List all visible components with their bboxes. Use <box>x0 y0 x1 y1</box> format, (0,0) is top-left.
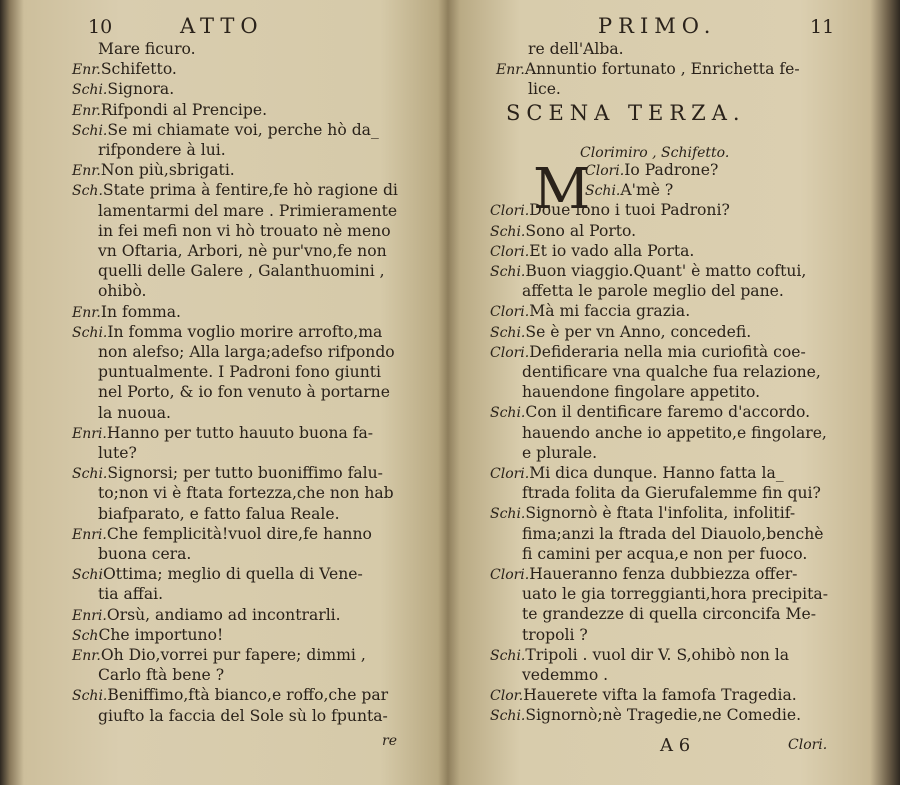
speaker-label: Enr. <box>496 62 525 78</box>
text-line <box>72 161 235 180</box>
line-text: State prima à fentire,fe hò ragione di <box>102 181 398 200</box>
left-page-number: 10 <box>88 16 113 38</box>
speaker-label: Clori. <box>490 466 530 482</box>
line-text: lice. <box>528 80 561 98</box>
speaker-label: Schi. <box>490 264 526 280</box>
text-line <box>98 484 394 502</box>
text-line <box>496 60 800 79</box>
speaker-label: Enr. <box>72 648 101 664</box>
line-text: Hauerete vifta la famofa Tragedia. <box>523 686 797 705</box>
line-text: Hanno per tutto hauuto buona fa- <box>106 423 374 442</box>
left-running-head: ATTO <box>180 14 264 38</box>
speaker-label: Sch. <box>72 183 103 200</box>
text-line <box>528 40 624 58</box>
speaker-label: Schi. <box>490 223 526 240</box>
speaker-label: Schi. <box>585 183 621 200</box>
text-line <box>72 101 267 120</box>
text-line <box>522 484 821 502</box>
text-line <box>490 302 690 321</box>
right-page-number: 11 <box>810 16 835 38</box>
line-text: Con il dentificare faremo d'accordo. <box>525 403 811 422</box>
line-text: Defideraria nella mia curiofità coe- <box>529 342 806 361</box>
text-line <box>98 282 146 300</box>
line-text: In fomma voglio morire arrofto,ma <box>107 322 383 341</box>
line-text: Che femplicità!vuol dire,fe hanno <box>106 524 372 543</box>
speaker-label: Schi. <box>490 708 526 725</box>
speaker-label: Clori. <box>585 163 625 179</box>
scene-title: SCENA TERZA. <box>506 101 746 125</box>
text-line <box>72 80 174 99</box>
speaker-label: Schi. <box>490 647 526 664</box>
line-text: tropoli ? <box>522 625 588 644</box>
speaker-label: Enri. <box>72 607 107 624</box>
line-text: Haueranno fenza dubbiezza offer- <box>529 565 798 583</box>
text-line <box>72 60 177 79</box>
text-line <box>72 464 383 483</box>
line-text: biafparato, e fatto falua Reale. <box>98 504 340 523</box>
text-line <box>98 585 163 603</box>
right-catchword: Clori. <box>788 737 828 753</box>
text-line <box>522 666 608 684</box>
line-text: Mi dica dunque. Hanno fatta la_ <box>529 464 784 482</box>
speaker-label: Clori. <box>490 344 530 361</box>
line-text: dentificare vna qualche fua relazione, <box>522 363 821 381</box>
text-line <box>490 262 806 281</box>
text-line <box>490 504 795 523</box>
speaker-label: Schi. <box>72 122 108 139</box>
line-text: puntualmente. I Padroni fono giunti <box>98 363 382 382</box>
speaker-label: Schi. <box>490 506 526 523</box>
line-text: nel Porto, & io fon venuto à portarne <box>98 383 390 402</box>
text-line <box>72 121 379 140</box>
line-text: Mare ficuro. <box>98 40 196 58</box>
text-line <box>98 40 196 58</box>
text-line <box>72 565 363 584</box>
speaker-label: Schi. <box>490 324 526 341</box>
text-line <box>522 605 816 623</box>
line-text: fima;anzi la ftrada del Diauolo,benchè <box>522 524 824 543</box>
text-line <box>98 444 137 462</box>
speaker-label: Schi. <box>72 466 108 483</box>
text-line <box>490 222 636 241</box>
line-text: la nuoua. <box>98 403 172 422</box>
speaker-label: Schi. <box>72 82 108 99</box>
speaker-label: Clori. <box>490 567 530 583</box>
line-text: lamentarmi del mare . Primieramente <box>98 201 398 220</box>
text-line <box>490 686 797 705</box>
speaker-label: Clori. <box>490 304 530 321</box>
line-text: re dell'Alba. <box>528 40 624 58</box>
text-line <box>522 525 823 543</box>
line-text: Buon viaggio.Quant' è matto coftui, <box>525 262 807 280</box>
text-line <box>98 545 191 563</box>
text-line <box>522 282 784 300</box>
text-line <box>490 565 797 584</box>
text-line <box>490 464 784 483</box>
line-text: Ottima; meglio di quella di Vene- <box>102 565 363 584</box>
text-line <box>585 161 718 180</box>
line-text: tia affai. <box>98 585 164 604</box>
line-text: quelli delle Galere , Galanthuomini , <box>98 262 385 281</box>
line-text: uato le gia torreggianti,hora precipita- <box>522 585 828 604</box>
text-line <box>490 242 694 261</box>
line-text: Tripoli . vuol dir V. S,ohibò non la <box>525 645 790 664</box>
text-line <box>98 343 395 361</box>
text-line <box>72 626 223 645</box>
line-text: Orsù, andiamo ad incontrarli. <box>106 605 341 624</box>
speaker-label: Enr. <box>72 163 101 180</box>
line-text: Sono al Porto. <box>525 221 637 240</box>
line-text: Mà mi faccia grazia. <box>529 302 691 321</box>
line-text: hauendone fingolare appetito. <box>522 383 761 402</box>
line-text: Non più,sbrigati. <box>100 161 235 180</box>
line-text: Signora. <box>107 80 175 99</box>
line-text: Doue fono i tuoi Padroni? <box>529 201 730 220</box>
line-text: giufto la faccia del Sole sù lo fpunta- <box>98 706 388 725</box>
line-text: ftrada folita da Gierufalemme fin qui? <box>522 484 821 503</box>
line-text: Carlo ftà bene ? <box>98 666 225 685</box>
text-line <box>490 323 751 342</box>
text-line <box>98 383 390 401</box>
line-text: hauendo anche io appetito,e fingolare, <box>522 423 827 442</box>
text-line <box>72 525 372 544</box>
text-line <box>490 343 806 362</box>
line-text: Signornò è ftata l'infolita, infolitif- <box>525 504 796 523</box>
signature-mark: A 6 <box>660 735 691 756</box>
speaker-label: Schi. <box>72 324 108 341</box>
line-text: In fomma. <box>100 302 181 321</box>
text-line <box>98 222 391 240</box>
line-text: Beniffimo,ftà bianco,e roffo,che par <box>107 686 389 705</box>
line-text: lute? <box>98 444 137 462</box>
speaker-label: Clori. <box>490 203 530 220</box>
text-line <box>528 80 561 98</box>
text-line <box>98 262 385 280</box>
text-line <box>490 201 730 220</box>
line-text: in fei mefi non vi hò trouato nè meno <box>98 221 391 240</box>
text-line <box>98 202 397 220</box>
right-running-head: PRIMO. <box>598 14 717 38</box>
line-text: buona cera. <box>98 545 192 563</box>
text-line <box>98 505 340 523</box>
drop-cap: M <box>533 157 591 222</box>
text-line <box>522 545 807 563</box>
speaker-label: Enri. <box>72 425 107 442</box>
speaker-label: Schi <box>72 567 103 584</box>
line-text: Annuntio fortunato , Enrichetta fe- <box>524 60 800 78</box>
text-line <box>522 424 827 442</box>
line-text: Oh Dio,vorrei pur fapere; dimmi , <box>100 646 366 664</box>
text-line <box>72 686 388 705</box>
text-line <box>522 383 760 401</box>
line-text: Et io vado alla Porta. <box>529 241 695 260</box>
speaker-label: Enr. <box>72 62 101 79</box>
text-line <box>490 706 801 725</box>
line-text: rifpondere à lui. <box>98 141 226 159</box>
line-text: Se mi chiamate voi, perche hò da_ <box>107 120 379 139</box>
text-line <box>490 403 810 422</box>
text-line <box>72 303 181 322</box>
text-line <box>72 424 373 443</box>
speaker-label: Clori. <box>490 243 530 260</box>
line-text: te grandezze di quella circoncifa Me- <box>522 605 817 624</box>
text-line <box>522 363 821 381</box>
text-line <box>522 585 828 603</box>
line-text: non alefso; Alla larga;adefso rifpondo <box>98 343 395 361</box>
line-text: Rifpondi al Prencipe. <box>100 100 268 119</box>
speaker-label: Schi. <box>72 688 108 705</box>
speaker-label: Enr. <box>72 102 101 119</box>
line-text: Signornò;nè Tragedie,ne Comedie. <box>525 706 802 725</box>
speaker-label: Enr. <box>72 304 101 321</box>
text-line <box>72 181 398 200</box>
text-line <box>522 444 597 462</box>
text-line <box>98 141 226 159</box>
scene-characters: Clorimiro , Schifetto. <box>580 145 730 161</box>
line-text: to;non vi è ftata fortezza,che non hab <box>98 484 394 503</box>
right-page <box>470 0 880 785</box>
text-line <box>585 181 673 200</box>
line-text: e plurale. <box>522 443 598 462</box>
line-text: Che importuno! <box>98 625 224 644</box>
speaker-label: Sch <box>72 627 99 644</box>
left-catchword: re <box>382 733 397 749</box>
line-text: vn Oftaria, Arbori, nè pur'vno,fe non <box>98 242 387 260</box>
text-line <box>72 646 366 665</box>
text-line <box>490 646 789 665</box>
line-text: fi camini per acqua,e non per fuoco. <box>522 544 808 563</box>
line-text: affetta le parole meglio del pane. <box>522 282 784 301</box>
line-text: vedemmo . <box>522 666 609 684</box>
left-page <box>20 0 440 785</box>
text-line <box>72 323 382 342</box>
line-text: Io Padrone? <box>624 161 719 179</box>
line-text: Se è per vn Anno, concedefi. <box>525 322 752 341</box>
speaker-label: Schi. <box>490 405 526 422</box>
text-line <box>98 242 387 260</box>
text-line <box>98 404 171 422</box>
text-line <box>522 626 588 644</box>
text-line <box>98 666 224 684</box>
text-line <box>98 363 381 381</box>
text-line <box>72 606 341 625</box>
speaker-label: Enri. <box>72 526 107 543</box>
line-text: Schifetto. <box>100 60 177 79</box>
line-text: A'mè ? <box>620 181 674 200</box>
speaker-label: Clor. <box>490 688 524 705</box>
line-text: Signorsi; per tutto buoniffimo falu- <box>107 464 383 483</box>
text-line <box>98 707 388 725</box>
line-text: ohibò. <box>98 282 147 301</box>
